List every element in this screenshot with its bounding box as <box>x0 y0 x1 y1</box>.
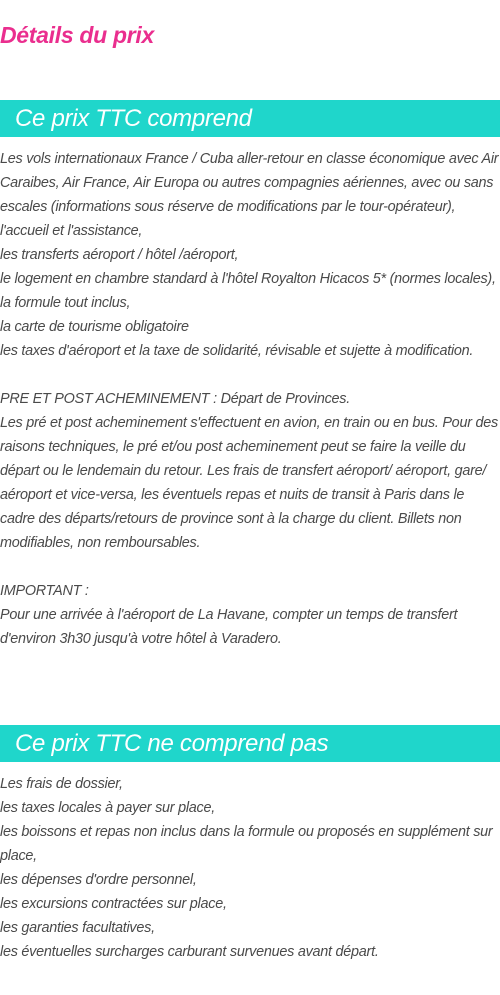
important-title: IMPORTANT : <box>0 583 89 599</box>
excluded-item: les excursions contractées sur place, <box>0 896 227 912</box>
excluded-item: Les frais de dossier, <box>0 776 123 792</box>
included-item: l'accueil et l'assistance, <box>0 223 143 239</box>
included-item: la carte de tourisme obligatoire <box>0 319 189 335</box>
spacer <box>0 555 500 579</box>
excluded-list <box>0 772 500 964</box>
excluded-item: les éventuelles surcharges carburant survenues avant départ. <box>0 944 379 960</box>
excluded-item: les boissons et repas non inclus dans la formule ou proposés en supplément sur place, <box>0 824 493 864</box>
spacer <box>0 363 500 387</box>
included-section-header <box>0 100 500 137</box>
transfer-title: PRE ET POST ACHEMINEMENT : Départ de Provinces. <box>0 391 350 407</box>
included-item: les transferts aéroport / hôtel /aéroport, <box>0 247 239 263</box>
excluded-item: les dépenses d'ordre personnel, <box>0 872 197 888</box>
included-item: les taxes d'aéroport et la taxe de solidarité, révisable et sujette à modification. <box>0 343 474 359</box>
included-list <box>0 147 500 651</box>
included-item: la formule tout inclus, <box>0 295 131 311</box>
page-title: Détails du prix <box>0 22 154 48</box>
important-text: Pour une arrivée à l'aéroport de La Havane, compter un temps de transfert d'environ 3h30 jusqu'à votre hôtel à Varadero. <box>0 607 458 647</box>
excluded-section-header <box>0 725 500 762</box>
included-item: Les vols internationaux France / Cuba aller-retour en classe économique avec Air Caraibes, Air France, Air Europa ou autres compagnies aériennes, avec ou sans escales (informations sous réserve de modifications par le tour-opérateur), <box>0 151 499 215</box>
excluded-item: les taxes locales à payer sur place, <box>0 800 215 816</box>
transfer-text: Les pré et post acheminement s'effectuent en avion, en train ou en bus. Pour des raisons techniques, le pré et/ou post acheminement peut se faire la veille du départ ou le lendemain du retour. Les frais de transfert aéroport/ aéroport, gare/ aéroport et vice-versa, les éventuels repas et nuits de transit à Paris dans le cadre des départs/retours de province sont à la charge du client. Billets non modifiables, non remboursables. <box>0 415 498 551</box>
included-section-title: Ce prix TTC comprend <box>15 105 252 132</box>
excluded-section-title: Ce prix TTC ne comprend pas <box>15 730 329 757</box>
included-item: le logement en chambre standard à l'hôtel Royalton Hicacos 5* (normes locales), <box>0 271 496 287</box>
excluded-item: les garanties facultatives, <box>0 920 155 936</box>
